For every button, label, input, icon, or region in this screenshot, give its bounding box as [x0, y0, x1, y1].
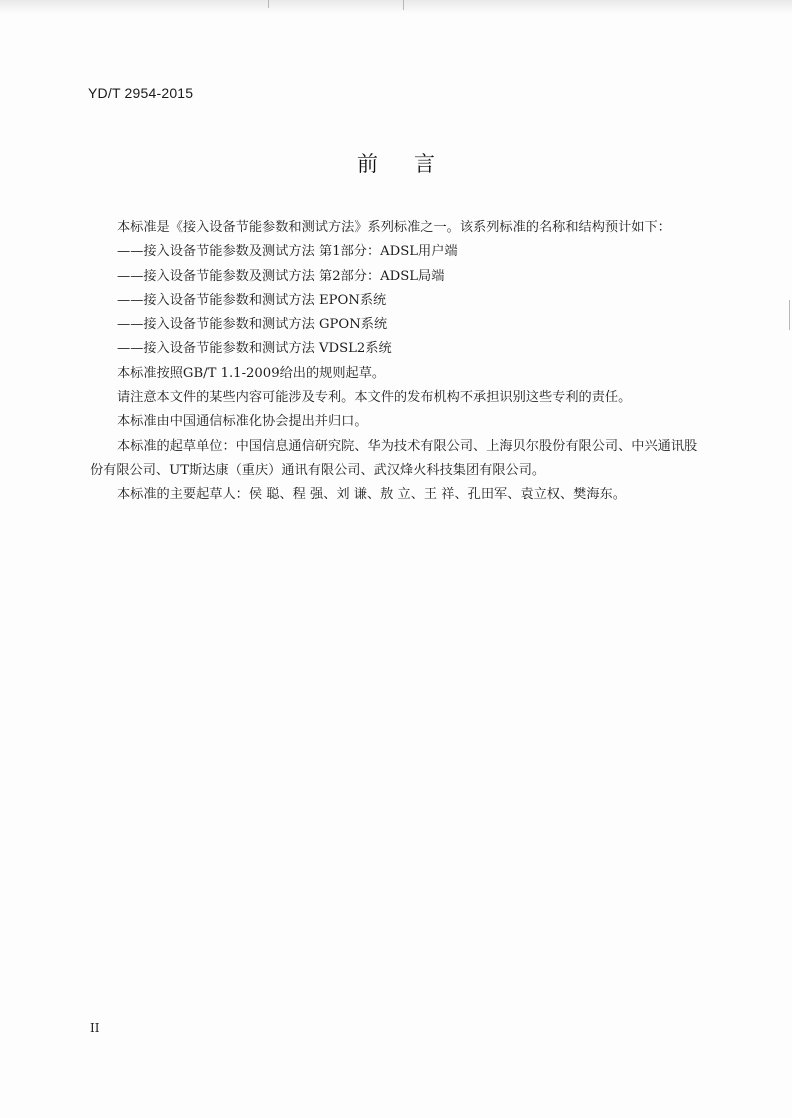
list-item: ——接入设备节能参数及测试方法 第1部分：ADSL用户端: [117, 244, 458, 260]
scan-speck: [403, 0, 404, 10]
paragraph-intro: 本标准是《接入设备节能参数和测试方法》系列标准之一。该系列标准的名称和结构预计如下：: [117, 220, 671, 235]
paragraph-drafting-rules: 本标准按照GB/T 1.1-2009给出的规则起草。: [117, 365, 386, 381]
standard-code: YD/T 2954-2015: [88, 85, 194, 101]
scan-edge-shadow: [0, 0, 792, 14]
list-item: ——接入设备节能参数和测试方法 GPON系统: [117, 317, 388, 333]
list-item: ——接入设备节能参数和测试方法 VDSL2系统: [117, 341, 392, 357]
page-title: 前言: [357, 152, 471, 176]
paragraph-proposer: 本标准由中国通信标准化协会提出并归口。: [117, 414, 368, 430]
paragraph-drafters: 本标准的主要起草人：侯 聪、程 强、刘 谦、敖 立、王 祥、孔田军、袁立权、樊海东。: [117, 487, 626, 503]
scan-speck: [268, 0, 269, 8]
list-item: ——接入设备节能参数及测试方法 第2部分：ADSL局端: [117, 268, 445, 284]
scan-speck: [789, 300, 790, 330]
paragraph-drafting-units: 本标准的起草单位：中国信息通信研究院、华为技术有限公司、上海贝尔股份有限公司、中兴通讯股份有限公司、UT斯达康（重庆）通讯有限公司、武汉烽火科技集团有限公司。: [90, 438, 698, 478]
page-number: II: [90, 1021, 100, 1035]
paragraph-patent-notice: 请注意本文件的某些内容可能涉及专利。本文件的发布机构不承担识别这些专利的责任。: [117, 390, 632, 406]
document-body: [90, 216, 702, 508]
list-item: ——接入设备节能参数和测试方法 EPON系统: [117, 292, 387, 308]
